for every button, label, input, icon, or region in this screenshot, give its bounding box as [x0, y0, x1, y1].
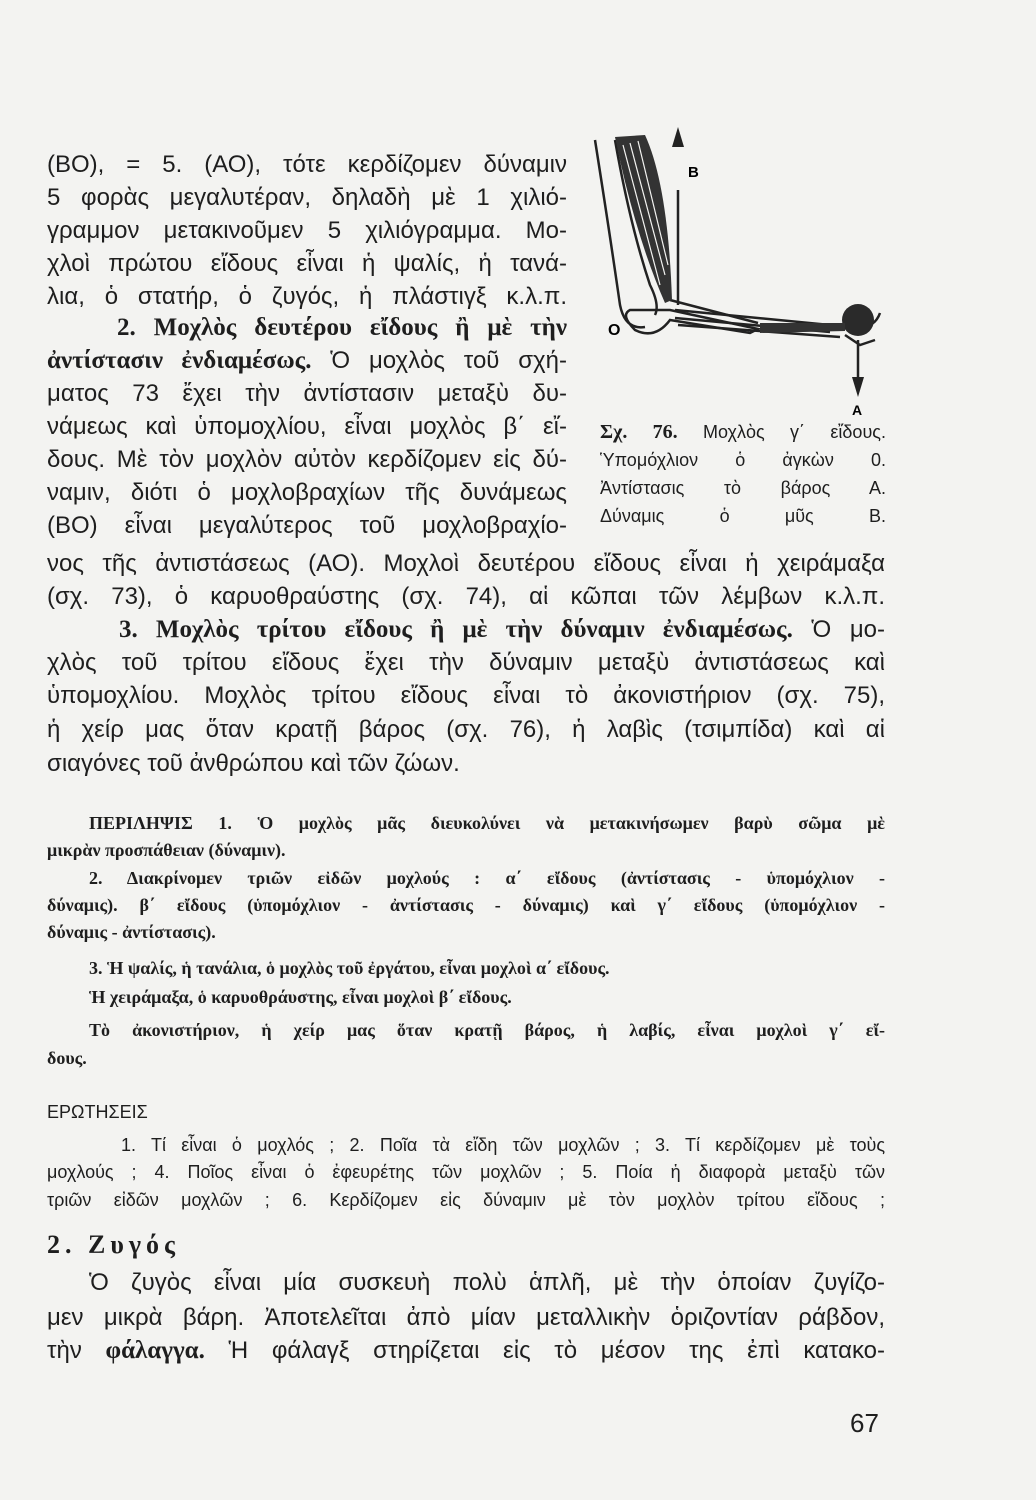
bold-term: φάλαγγα. — [105, 1337, 205, 1364]
text-line: χλὸς τοῦ τρίτου εἴδους ἔχει τὴν δύναμιν μεταξὺ ἀντιστάσεως καὶ — [47, 649, 885, 676]
section-heading: 2. Μοχλὸς δευτέρου εἴδους ἢ μὲ τὴν — [117, 314, 567, 341]
section-heading-cont: ἀντίστασιν ἐνδιαμέσως. — [47, 347, 312, 374]
figure-caption — [600, 420, 886, 444]
question-line: μοχλούς ; 4. Ποῖος εἶναι ὁ ἐφευρέτης τῶν μοχλῶν ; 5. Ποία ἡ διαφορὰ μεταξὺ τῶν — [47, 1162, 885, 1182]
text-line: ναμιν, διότι ὁ μοχλοβραχίων τῆς δυνάμεως — [47, 479, 567, 506]
questions-title: ΕΡΩΤΗΣΕΙΣ — [47, 1102, 148, 1122]
text-line: χλοὶ πρώτου εἴδους εἶναι ἡ ψαλίς, ἡ τανά- — [47, 250, 567, 277]
text: Ἡ φάλαγξ στηρίζεται εἰς τὸ μέσον της ἐπὶ κατακο- — [204, 1337, 885, 1364]
text-line: νάμεως καὶ ὑπομοχλίου, εἶναι μοχλὸς β΄ εἴ- — [47, 413, 567, 440]
summary-line: Τὸ ἀκονιστήριον, ἡ χείρ μας ὅταν κρατῇ βάρος, ἡ λαβίς, εἶναι μοχλοὶ γ΄ εἴ- — [89, 1020, 885, 1040]
question-line: 1. Τί εἶναι ὁ μοχλός ; 2. Ποῖα τὰ εἴδη τῶν μοχλῶν ; 3. Τί κερδίζομεν μὲ τοὺς — [121, 1135, 885, 1155]
label-o: O — [608, 322, 621, 339]
summary-line: μικρὰν προσπάθειαν (δύναμιν). — [47, 840, 286, 860]
text-line: ὑπομοχλίου. Μοχλὸς τρίτου εἴδους εἶναι τὸ ἀκονιστήριον (σχ. 75), — [47, 682, 885, 709]
text-line: 5 φορὰς μεγαλυτέραν, δηλαδὴ μὲ 1 χιλιό- — [47, 184, 567, 211]
summary-line: 3. Ἡ ψαλίς, ἡ τανάλια, ὁ μοχλὸς τοῦ ἐργάτου, εἶναι μοχλοὶ α΄ εἴδους. — [89, 958, 610, 978]
text-line: ματος 73 ἔχει τὴν ἀντίστασιν μεταξὺ δυ- — [47, 380, 567, 407]
caption-line: Δύναμις ὁ μῦς Β. — [600, 506, 886, 526]
caption-text: Μοχλὸς γ΄ εἴδους. — [703, 422, 886, 442]
question-line: τριῶν εἰδῶν μοχλῶν ; 6. Κερδίζομεν εἰς δύναμιν μὲ τὸν μοχλὸν τρίτου εἴδους ; — [47, 1190, 885, 1210]
label-b: B — [688, 164, 699, 181]
text-line: γραμμον μετακινοῦμεν 5 χιλιόγραμμα. Μο- — [47, 217, 567, 244]
text-line: λια, ὁ στατήρ, ὁ ζυγός, ἡ πλάστιγξ κ.λ.π. — [47, 283, 567, 310]
section-heading-zygos: 2. Ζυγός — [47, 1230, 180, 1259]
arrow-up-icon — [672, 127, 684, 147]
text-line: δους. Μὲ τὸν μοχλὸν αὐτὸν κερδίζομεν εἰς δύ- — [47, 446, 567, 473]
caption-line: Ἀντίστασις τὸ βάρος Α. — [600, 478, 886, 498]
text-line: (σχ. 73), ὁ καρυοθραύστης (σχ. 74), αἱ κῶπαι τῶν λέμβων κ.λ.π. — [47, 583, 885, 610]
text-line: (ΒΟ), = 5. (ΑΟ), τότε κερδίζομεν δύναμιν — [47, 151, 567, 178]
text-line — [47, 346, 567, 376]
text-line: νος τῆς ἀντιστάσεως (ΑΟ). Μοχλοὶ δευτέρου εἴδους εἶναι ἡ χειράμαξα — [47, 550, 885, 577]
text-line: σιαγόνες τοῦ ἀνθρώπου καὶ τῶν ζώων. — [47, 750, 460, 777]
text-line: (ΒΟ) εἶναι μεγαλύτερος τοῦ μοχλοβραχίο- — [47, 512, 567, 539]
text-line: ἡ χείρ μας ὅταν κρατῇ βάρος (σχ. 76), ἡ λαβὶς (τσιμπίδα) καὶ αἱ — [47, 716, 885, 743]
figure-arm-lever — [590, 115, 910, 415]
caption-line: Ὑπομόχλιον ὁ ἀγκὼν 0. — [600, 450, 886, 470]
text: Ὁ μοχλὸς τοῦ σχή- — [311, 347, 567, 374]
text-line — [47, 1336, 885, 1366]
summary-line: 2. Διακρίνομεν τριῶν εἰδῶν μοχλούς : α΄ εἴδους (ἀντίστασις - ὑπομόχλιον - — [89, 868, 885, 888]
page-number: 67 — [850, 1408, 879, 1438]
figure-number: Σχ. 76. — [600, 421, 678, 443]
text-line: Ὁ ζυγὸς εἶναι μία συσκευὴ πολὺ ἁπλῆ, μὲ τὴν ὁποίαν ζυγίζο- — [89, 1269, 885, 1296]
section-heading: 3. Μοχλὸς τρίτου εἴδους ἢ μὲ τὴν δύναμιν ἐνδιαμέσως. — [119, 616, 793, 643]
weight-ball — [842, 304, 874, 336]
text-line — [47, 615, 885, 645]
summary-line: δύναμις - ἀντίστασις). — [47, 922, 216, 942]
text-line: μεν μικρὰ βάρη. Ἀποτελεῖται ἀπὸ μίαν μεταλλικὴν ὁριζοντίαν ράβδον, — [47, 1304, 885, 1331]
summary-line: ΠΕΡΙΛΗΨΙΣ 1. Ὁ μοχλὸς μᾶς διευκολύνει νὰ μετακινήσωμεν βαρὺ σῶμα μὲ — [89, 813, 885, 833]
label-a: A — [852, 402, 863, 415]
text: Ὁ μο- — [792, 616, 885, 643]
text: τὴν — [47, 1337, 106, 1364]
arrow-down-icon — [852, 377, 864, 397]
summary-line: δύναμις). β΄ εἴδους (ὑπομόχλιον - ἀντίστασις - δύναμις) καὶ γ΄ εἴδους (ὑπομόχλιον - — [47, 895, 885, 915]
summary-line: δους. — [47, 1048, 87, 1068]
summary-line: Ἡ χειράμαξα, ὁ καρυοθράυστης, εἶναι μοχλοὶ β΄ εἴδους. — [89, 987, 512, 1007]
